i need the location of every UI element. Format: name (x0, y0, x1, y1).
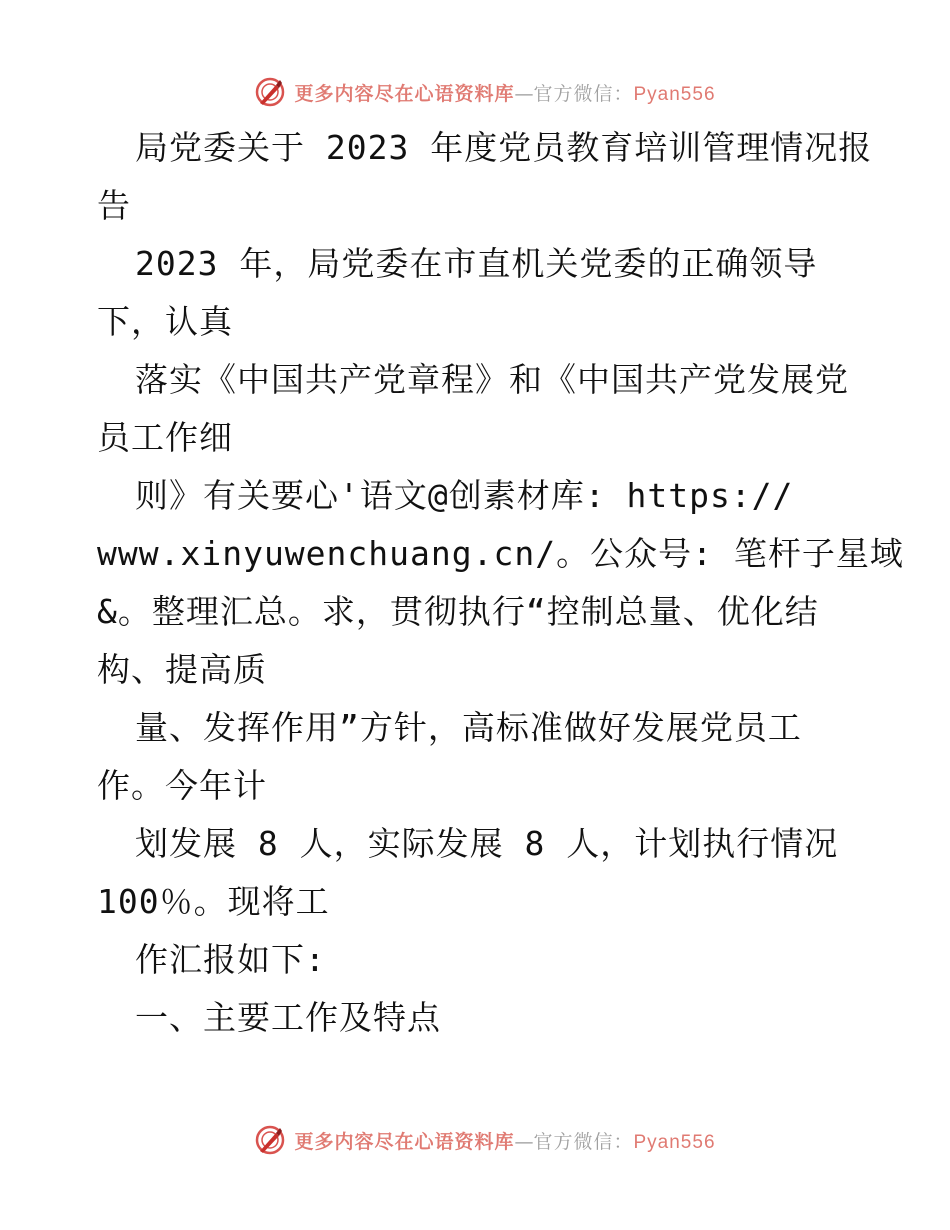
paragraph-line: 100％。现将工 (97, 882, 330, 921)
pen-logo-icon (254, 76, 286, 108)
paragraph-line: 划发展 8 人，实际发展 8 人，计划执行情况 (135, 824, 839, 863)
section-heading: 一、主要工作及特点 (135, 998, 441, 1037)
paragraph-line: 员工作细 (97, 418, 233, 457)
header-watermark-text (294, 79, 715, 106)
paragraph-line: 落实《中国共产党章程》和《中国共产党发展党 (135, 360, 849, 399)
wechat-id: Pyan556 (633, 83, 716, 105)
title-line-1: 局党委关于 2023 年度党员教育培训管理情况报 (135, 128, 873, 167)
paragraph-line: 作汇报如下: (135, 940, 326, 979)
wechat-label: 官方微信： (533, 82, 634, 105)
wechat-id: Pyan556 (633, 1131, 716, 1153)
paragraph-line: &。整理汇总。求，贯彻执行“控制总量、优化结 (97, 592, 819, 631)
paragraph-line: 量、发挥作用”方针，高标准做好发展党员工 (135, 708, 802, 747)
promo-text: 更多内容尽在心语资料库 (294, 82, 515, 105)
paragraph-line: 2023 年，局党委在市直机关党委的正确领导 (135, 244, 818, 283)
paragraph-line: www.xinyuwenchuang.cn/。公众号: 笔杆子星域 (97, 534, 904, 573)
header-watermark-banner (0, 72, 950, 112)
title-line-2: 告 (97, 186, 131, 225)
pen-logo-icon (254, 1124, 286, 1156)
paragraph-line: 作。今年计 (97, 766, 267, 805)
separator-dash: — (514, 82, 534, 105)
paragraph-line: 下，认真 (97, 302, 233, 341)
footer-watermark-text (294, 1127, 715, 1154)
paragraph-line: 则》有关要心'语文@创素材库: https:// (135, 476, 794, 515)
promo-text: 更多内容尽在心语资料库 (294, 1130, 515, 1153)
separator-dash: — (514, 1130, 534, 1153)
footer-watermark-banner (0, 1120, 950, 1160)
paragraph-line: 构、提高质 (97, 650, 267, 689)
wechat-label: 官方微信： (533, 1130, 634, 1153)
